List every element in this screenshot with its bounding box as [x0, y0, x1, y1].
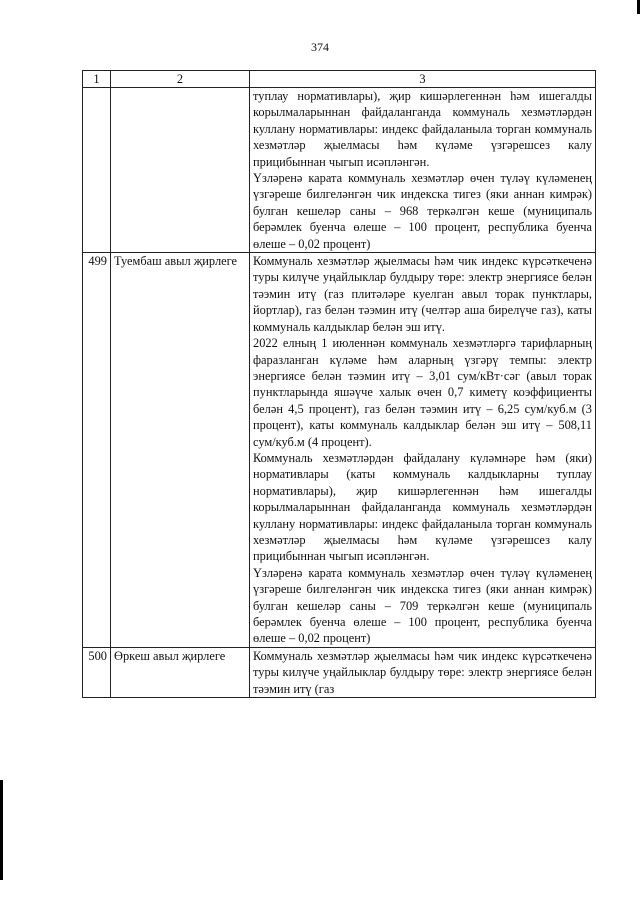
column-header-1: 1: [83, 71, 111, 88]
row-number: 500: [83, 647, 111, 697]
content-paragraph: Коммуналь хезмәтләр җыелмасы һәм чик индекс күрсәткеченә туры килүче уңайлыклар булдыру төре: электр энергиясе белән тәэмин итү (газ плитәләре куелган авыл торак пунктлары, йортлар), газ белән тәэмин итү (челтәр аша бирелүче газ), каты коммуналь калдыклар белән эш итү.: [253, 254, 592, 334]
scan-edge-mark-left: [0, 780, 3, 880]
column-header-3: 3: [250, 71, 596, 88]
settlement-name: Туембаш авыл җирлеге: [111, 253, 250, 648]
content-paragraph: Үзләренә карата коммуналь хезмәтләр өчен түләү күләменең үзгәреше билгеләнгән чик индекска тигез (яки аннан кимрәк) булган кешеләр саны – 968 теркәлгән кеше (муниципаль берәмлек буенча өлеше – 100 процент, республика буенча өлеше – 0,02 процент): [253, 171, 592, 251]
table-row: [83, 88, 596, 253]
tariff-table: [82, 70, 596, 698]
content-paragraph: Коммуналь хезмәтләр җыелмасы һәм чик индекс күрсәткеченә туры килүче уңайлыклар булдыру төре: электр энергиясе белән тәэмин итү (газ: [253, 648, 592, 696]
settlement-name: Өркеш авыл җирлеге: [111, 647, 250, 697]
page-number: 374: [311, 40, 329, 54]
row-number: 499: [83, 253, 111, 648]
row-number: [83, 88, 111, 253]
row-content: [250, 253, 596, 648]
content-paragraph: туплау нормативлары), җир кишәрлегеннән һәм ишегалды корылмаларыннан файдаланганда коммуналь хезмәтләрдән куллану нормативлары: индекс файдаланыла торган коммуналь хезмәтләр җыелмасы һәм күләме үзгәрешсез калу прицибыннан чыгып исәпләнгән.: [253, 89, 592, 169]
table-header-row: [83, 71, 596, 88]
content-paragraph: 2022 елның 1 июленнән коммуналь хезмәтләргә тарифларның фаразланган күләме һәм аларның үзгәрү темпы: электр энергиясе белән тәэмин итү – 3,01 сум/кВт·сәг (авыл торак пунктларында яшәүче халык өчен 0,7 киметү коэффициенты белән 4,5 процент), газ белән тәэмин итү – 6,25 сум/куб.м (3 процент), каты коммуналь калдыклар белән эш итү – 508,11 сум/куб.м (4 процент).: [253, 336, 592, 449]
row-content: [250, 647, 596, 697]
content-paragraph: Үзләренә карата коммуналь хезмәтләр өчен түләү күләменең үзгәреше билгеләнгән чик индекска тигез (яки аннан кимрәк) булган кешеләр саны – 709 теркәлгән кеше (муниципаль берәмлек буенча өлеше – 100 процент, республика буенча өлеше – 0,02 процент): [253, 565, 592, 646]
column-header-2: 2: [111, 71, 250, 88]
table-row: [83, 647, 596, 697]
row-content: [250, 88, 596, 253]
content-paragraph: Коммуналь хезмәтләрдән файдалану күләмнәре һәм (яки) нормативлары (каты коммуналь калдыкларны туплау нормативлары), җир кишәрлегеннән һәм ишегалды корылмаларыннан файдаланганда коммуналь хезмәтләрдән куллану нормативлары: индекс файдаланыла торган коммуналь хезмәтләр җыелмасы һәм күләме үзгәрешсез калу прицибыннан чыгып исәпләнгән.: [253, 450, 592, 564]
table-row: [83, 253, 596, 648]
settlement-name: [111, 88, 250, 253]
